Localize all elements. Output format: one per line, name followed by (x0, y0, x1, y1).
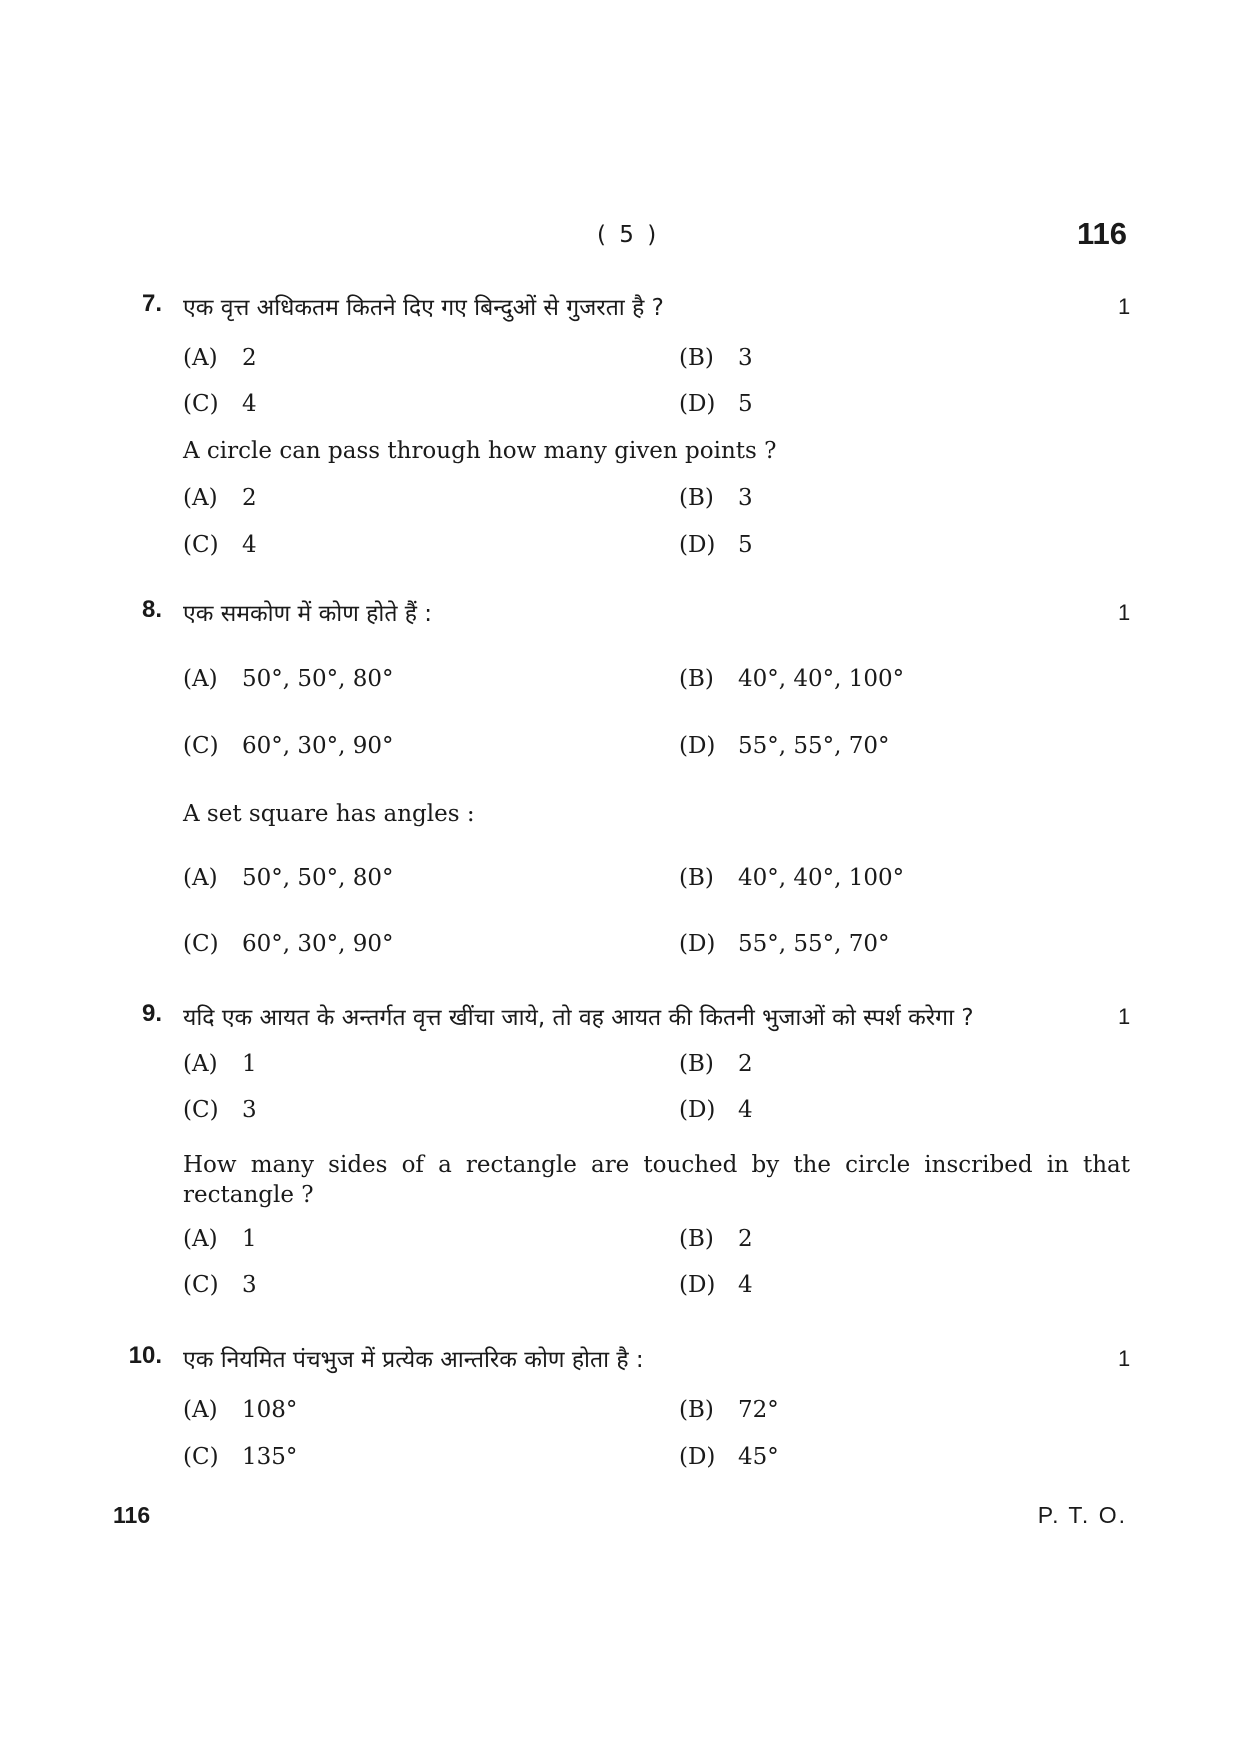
question-text-hindi: एक नियमित पंचभुज में प्रत्येक आन्तरिक कोण होता है : (183, 1347, 644, 1373)
option-c (183, 1097, 257, 1123)
option-b (679, 666, 904, 692)
option-a (183, 1051, 257, 1077)
option-d (679, 1444, 779, 1470)
option-c (183, 931, 394, 957)
option-value: 45° (738, 1444, 779, 1470)
question-number: 9. (141, 1000, 162, 1027)
option-label: (A) (183, 1226, 218, 1252)
option-label: (A) (183, 666, 218, 692)
option-label: (C) (183, 733, 219, 759)
option-label: (B) (679, 1397, 714, 1423)
marks: 1 (1118, 294, 1131, 319)
question-number: 10. (128, 1342, 162, 1369)
option-value: 4 (738, 1097, 753, 1123)
option-a (183, 485, 257, 511)
option-label: (D) (679, 391, 716, 417)
paper-code-top: 116 (1076, 216, 1127, 251)
option-value: 60°, 30°, 90° (242, 931, 394, 957)
question-text-hindi: एक वृत्त अधिकतम कितने दिए गए बिन्दुओं से गुजरता है ? (183, 295, 664, 321)
option-a (183, 1397, 297, 1423)
option-label: (D) (679, 532, 716, 558)
option-value: 55°, 55°, 70° (738, 733, 890, 759)
option-label: (C) (183, 532, 219, 558)
option-label: (B) (679, 865, 714, 891)
option-value: 55°, 55°, 70° (738, 931, 890, 957)
option-label: (C) (183, 391, 219, 417)
option-value: 3 (738, 485, 753, 511)
option-label: (D) (679, 931, 716, 957)
option-label: (B) (679, 485, 714, 511)
option-d (679, 532, 753, 558)
option-label: (A) (183, 1051, 218, 1077)
option-value: 2 (242, 485, 257, 511)
question-text-english: How many sides of a rectangle are touched by the circle inscribed in that rectangle ? (183, 1152, 1130, 1208)
option-c (183, 532, 257, 558)
option-value: 40°, 40°, 100° (738, 865, 905, 891)
option-d (679, 1097, 753, 1123)
option-value: 5 (738, 532, 753, 558)
option-label: (B) (679, 1226, 714, 1252)
option-b (679, 865, 904, 891)
option-b (679, 1226, 753, 1252)
option-value: 50°, 50°, 80° (242, 865, 394, 891)
option-b (679, 485, 753, 511)
option-value: 1 (242, 1051, 257, 1077)
page-number: ( 5 ) (597, 222, 660, 248)
option-value: 3 (738, 345, 753, 371)
marks: 1 (1118, 1346, 1131, 1371)
option-b (679, 345, 753, 371)
option-c (183, 391, 257, 417)
option-d (679, 931, 890, 957)
pto-label: P. T. O. (1037, 1502, 1127, 1528)
option-value: 2 (242, 345, 257, 371)
option-value: 72° (738, 1397, 779, 1423)
option-value: 60°, 30°, 90° (242, 733, 394, 759)
option-value: 135° (242, 1444, 298, 1470)
option-value: 3 (242, 1097, 257, 1123)
option-c (183, 1272, 257, 1298)
question-number: 7. (141, 290, 162, 317)
option-b (679, 1051, 753, 1077)
option-d (679, 1272, 753, 1298)
option-value: 4 (738, 1272, 753, 1298)
option-label: (B) (679, 1051, 714, 1077)
option-label: (D) (679, 1444, 716, 1470)
option-label: (C) (183, 931, 219, 957)
option-label: (B) (679, 666, 714, 692)
marks: 1 (1118, 600, 1131, 625)
option-label: (C) (183, 1272, 219, 1298)
option-d (679, 733, 890, 759)
option-value: 40°, 40°, 100° (738, 666, 905, 692)
option-value: 2 (738, 1051, 753, 1077)
option-a (183, 666, 394, 692)
option-label: (A) (183, 485, 218, 511)
option-value: 5 (738, 391, 753, 417)
paper-code-bottom: 116 (113, 1502, 151, 1528)
option-value: 4 (242, 391, 257, 417)
marks: 1 (1118, 1004, 1131, 1029)
option-label: (B) (679, 345, 714, 371)
option-a (183, 1226, 257, 1252)
option-b (679, 1397, 779, 1423)
option-label: (C) (183, 1444, 219, 1470)
option-value: 50°, 50°, 80° (242, 666, 394, 692)
option-a (183, 345, 257, 371)
question-number: 8. (141, 596, 162, 623)
option-label: (A) (183, 1397, 218, 1423)
option-value: 4 (242, 532, 257, 558)
option-value: 1 (242, 1226, 257, 1252)
question-text-english: A circle can pass through how many given points ? (183, 438, 777, 464)
question-text-english: A set square has angles : (183, 801, 475, 827)
option-label: (C) (183, 1097, 219, 1123)
option-value: 3 (242, 1272, 257, 1298)
option-c (183, 1444, 297, 1470)
option-value: 108° (242, 1397, 298, 1423)
question-text-hindi: यदि एक आयत के अन्तर्गत वृत्त खींचा जाये, तो वह आयत की कितनी भुजाओं को स्पर्श करेगा ? (183, 1005, 974, 1031)
question-text-hindi: एक समकोण में कोण होते हैं : (183, 601, 433, 627)
option-label: (D) (679, 1097, 716, 1123)
option-c (183, 733, 394, 759)
option-label: (D) (679, 733, 716, 759)
option-value: 2 (738, 1226, 753, 1252)
option-label: (A) (183, 345, 218, 371)
option-a (183, 865, 394, 891)
option-label: (A) (183, 865, 218, 891)
option-label: (D) (679, 1272, 716, 1298)
option-d (679, 391, 753, 417)
